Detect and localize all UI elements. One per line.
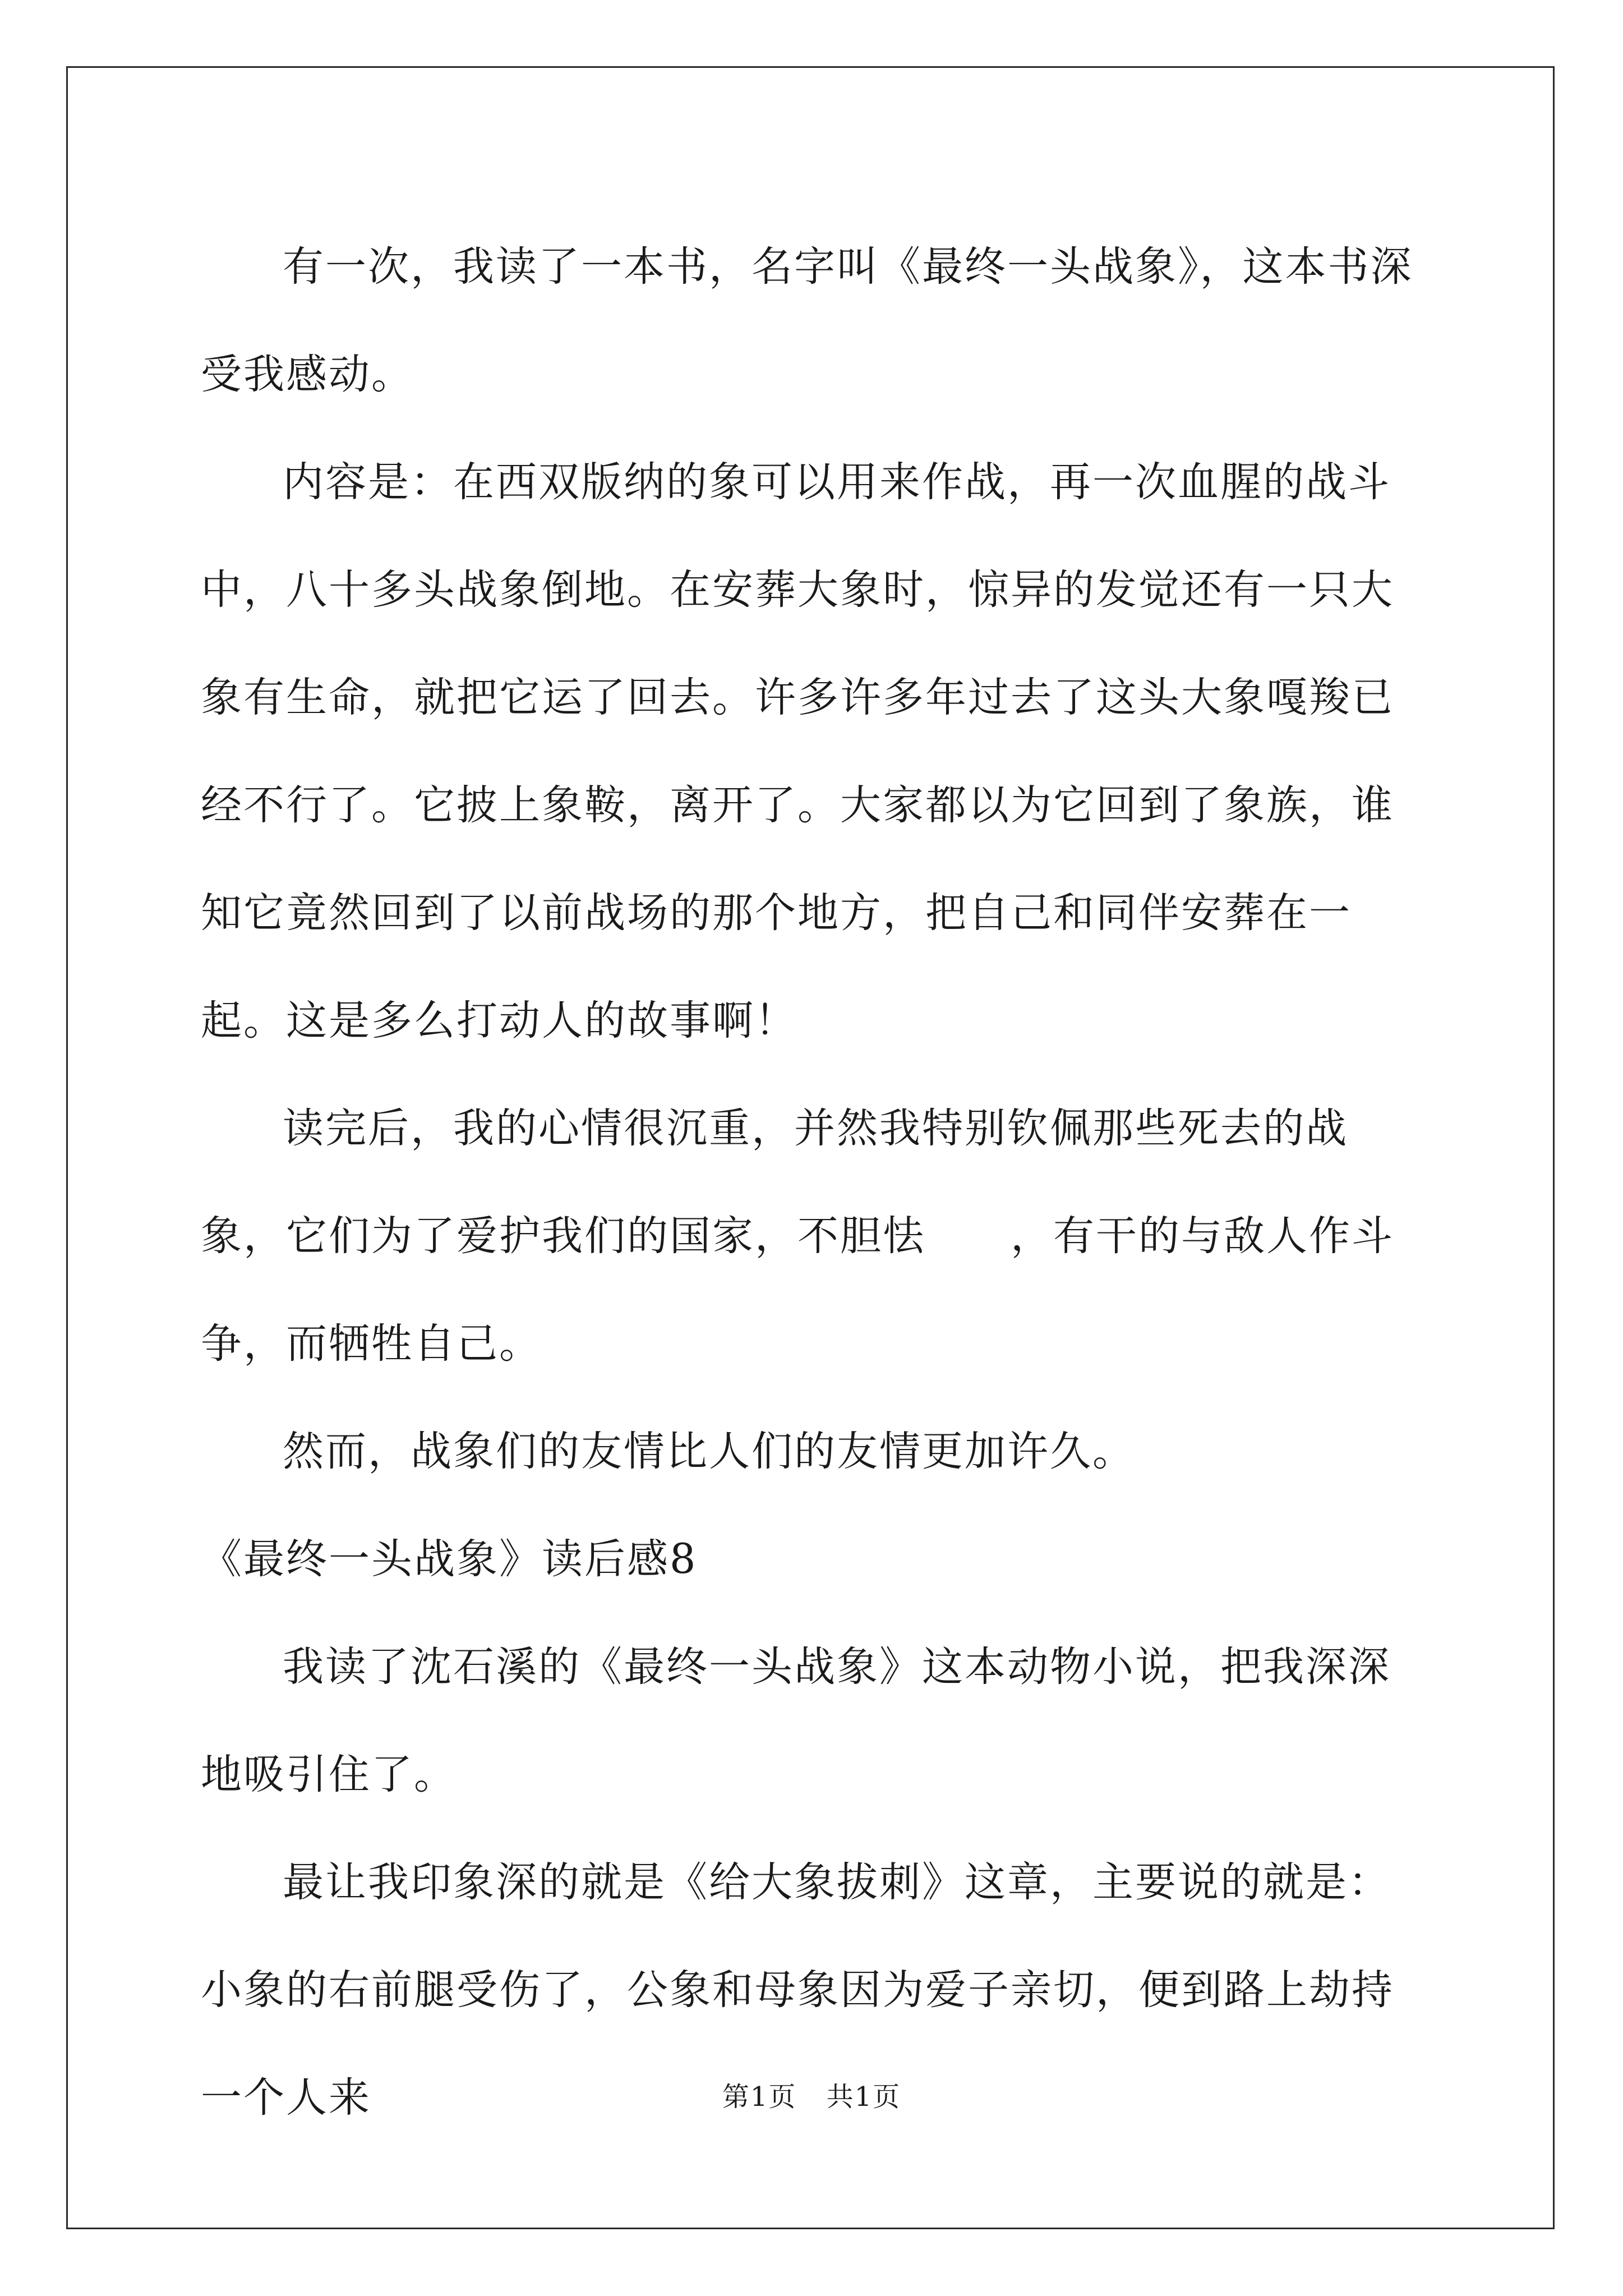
paragraph-6: 最让我印象深的就是《给大象拔刺》这章，主要说的就是：小象的右前腿受伤了，公象和母象因为爱子亲切，便到路上劫持一个人来 xyxy=(201,1858,1394,2122)
paragraph-2: 内容是：在西双版纳的象可以用来作战，再一次血腥的战斗中，八十多头战象倒地。在安葬大象时，惊异的发觉还有一只大象有生命，就把它运了回去。许多许多年过去了这头大象嘎羧已经不行了。它披上象鞍，离开了。大家都以为它回到了象族，谁知它竟然回到了以前战场的那个地方，把自己和同伴安葬在一起。这是多么打动人的故事啊！ xyxy=(201,458,1394,1045)
paragraph-5: 我读了沈石溪的《最终一头战象》这本动物小说，把我深深地吸引住了。 xyxy=(201,1643,1391,1798)
page-footer xyxy=(0,2080,1623,2114)
paragraph-4: 然而，战象们的友情比人们的友情更加许久。 xyxy=(283,1428,1135,1475)
page-number-total: 共1页 xyxy=(826,2081,901,2113)
document-body xyxy=(201,213,1429,2152)
paragraph-1: 有一次，我读了一本书，名字叫《最终一头战象》，这本书深受我感动。 xyxy=(201,243,1413,398)
page-number-current: 第1页 xyxy=(722,2081,797,2113)
paragraph-3: 读完后，我的心情很沉重，并然我特别钦佩那些死去的战象，它们为了爱护我们的国家，不胆怯 ，有干的与敌人作斗争，而牺牲自己。 xyxy=(201,1105,1394,1368)
section-heading: 《最终一头战象》读后感8 xyxy=(201,1535,698,1583)
